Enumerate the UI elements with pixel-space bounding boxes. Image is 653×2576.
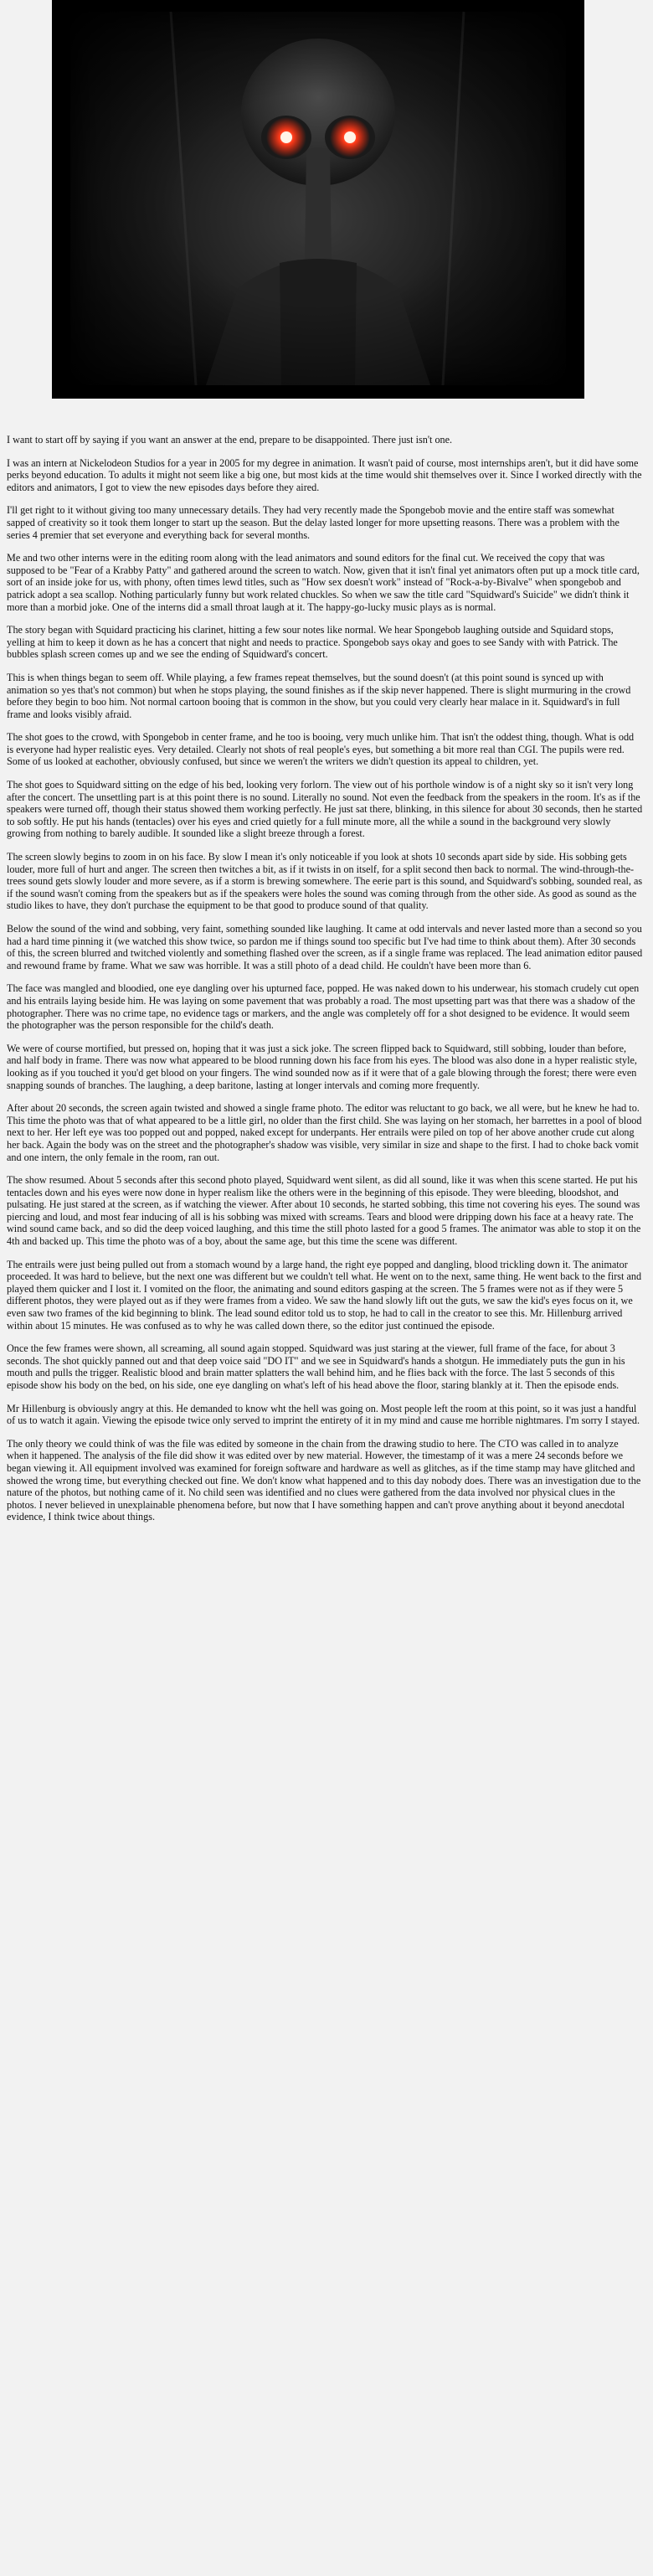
paragraph: The face was mangled and bloodied, one eye dangling over his upturned face, popped. He was naked down to his underwear, his stomach crudely cut open and his entrails laying beside him. He was laying on some pavement that was probably a road. The most upsetting part was that there was a shadow of the photographer. There was no crime tape, no evidence tags or markers, and the angle was completely off for a shot designed to be evidence. It would seem the photographer was the person responsible for the child's death. (7, 982, 640, 1032)
hero-image (52, 0, 584, 399)
hero-vignette (70, 12, 566, 385)
paragraph: The show resumed. About 5 seconds after this second photo played, Squidward went silent, as did all sound, like it was when this scene started. He put his tentacles down and his eyes were now done in hyper realism like the others were in the beginning of this episode. They were bleeding, bloodshot, and pulsating. He just stared at the screen, as if watching the viewer. After about 10 seconds, he started sobbing, this time not covering his eyes. The sound was piercing and loud, and most fear inducing of all is his sobbing was mixed with screams. Tears and blood were dripping down his face at a heavy rate. The wind sound came back, and so did the deep voiced laughing, and this time the still photo lasted for a good 5 frames. The animator was able to stop it on the 4th and backed up. This time the photo was of a boy, about the same age, but this time the scene was different. (7, 1174, 641, 1248)
paragraph: Mr Hillenburg is obviously angry at this. He demanded to know wht the hell was going on. Most people left the room at this point, so it was just a handful of us to watch it again. Viewing the episode twice only served to imprint the entirety of it in my mind and cause me horrible nightmares. I'm sorry I stayed. (7, 1402, 640, 1427)
paragraph: I'll get right to it without giving too many unnecessary details. They had very recently made the Spongebob movie and the entire staff was somewhat sapped of creativity so it took them longer to start up the season. But the delay lasted longer for more upsetting reasons. There was a problem with the series 4 premier that set everyone and everything back for several months. (7, 504, 620, 541)
paragraph: I want to start off by saying if you want an answer at the end, prepare to be disappointed. There just isn't one. (7, 434, 453, 446)
paragraph: After about 20 seconds, the screen again twisted and showed a single frame photo. The editor was reluctant to go back, we all were, but he knew he had to. This time the photo was that of what appeared to be a little girl, no older than the first child. She was laying on her stomach, her barrettes in a pool of blood next to her. Her left eye was too popped out and popped, naked except for underpants. Her entrails were piled on top of her above another crude cut along her back. Again the body was on the street and the photographer's shadow was visible, very similar in size and shape to the first. I had to choke back vomit and one intern, the only female in the room, ran out. (7, 1102, 642, 1163)
paragraph: The only theory we could think of was the file was edited by someone in the chain from the drawing studio to here. The CTO was called in to analyze when it happened. The analysis of the file did show it was edited over by new material. However, the timestamp of it was a mere 24 seconds before we began viewing it. All equipment involved was examined for foreign software and hardware as well as glitches, as if the time stamp may have glitched and showed the wrong time, but everything checked out fine. We don't know what happened and to this day nobody does. There was an investigation due to the nature of the photos, but nothing came of it. No child seen was identified and no clues were gathered from the data involved nor physical clues in the photos. I never believed in unexplainable phenomena before, but now that I have something happen and can't prove anything about it beyond anecdotal evidence, I think twice about things. (7, 1437, 641, 1523)
paragraph: Below the sound of the wind and sobbing, very faint, something sounded like laughing. It came at odd intervals and never lasted more than a second so you had a hard time pinning it (we watched this show twice, so pardon me if things sound too specific but I've had time to think about them). After 30 seconds of this, the screen blurred and twitched violently and something flashed over the screen, as if a single frame was replaced. The lead animation editor paused and rewound frame by frame. What we saw was horrible. It was a still photo of a dead child. He couldn't have been more than 6. (7, 923, 643, 971)
paragraph: The screen slowly begins to zoom in on his face. By slow I mean it's only noticeable if you look at shots 10 seconds apart side by side. His sobbing gets louder, more full of hurt and anger. The screen then twitches a bit, as if it twists in on itself, for a split second then back to normal. The wind-through-the-trees sound gets slowly louder and more severe, as if a storm is brewing somewhere. The eerie part is this sound, and Squidward's sobbing, sounded real, as if the sound wasn't coming from the speakers but as if the speakers were holes the sound was coming through from the other side. As good as sound as the studio likes to have, they don't purchase the equipment to be that good to produce sound of that quality. (7, 851, 643, 912)
paragraph: Once the few frames were shown, all screaming, all sound again stopped. Squidward was just staring at the viewer, full frame of the face, for about 3 seconds. The shot quickly panned out and that deep voice said "DO IT" and we see in Squidward's hands a shotgun. He immediately puts the gun in his mouth and pulls the trigger. Realistic blood and brain matter splatters the wall behind him, and he flies back with the force. The last 5 seconds of this episode show his body on the bed, on his side, one eye dangling on what's left of his head above the floor, staring blankly at it. Then the episode ends. (7, 1342, 625, 1391)
paragraph: The shot goes to the crowd, with Spongebob in center frame, and he too is booing, very much unlike him. That isn't the oddest thing, though. What is odd is everyone had hyper realistic eyes. Very detailed. Clearly not shots of real people's eyes, but something a bit more real than CGI. The pupils were red. Some of us looked at eachother, obviously confused, but since we weren't the writers we didn't question its appeal to children, yet. (7, 731, 635, 768)
paragraph: This is when things began to seem off. While playing, a few frames repeat themselves, but the sound doesn't (at this point sound is synced up with animation so yes that's not common) but when he stops playing, the sound finishes as if the skip never happened. There is slight murmuring in the crowd before they begin to boo him. Not normal cartoon booing that is common in the show, but you could very clearly hear malace in it. Squidward's in full frame and looks visibly afraid. (7, 671, 631, 720)
paragraph: The shot goes to Squidward sitting on the edge of his bed, looking very forlorn. The view out of his porthole window is of a night sky so it isn't very long after the concert. The unsettling part is at this point there is no sound. Literally no sound. Not even the feedback from the speakers in the room. It's as if the speakers were turned off, though their status showed them working perfectly. He just sat there, blinking, in this silence for about 30 seconds, then he started to sob softly. He put his hands (tentacles) over his eyes and cried quietly for a full minute more, all the while a sound in the background very slowly growing from nothing to barely audible. It sounded like a slight breeze through a forest. (7, 779, 643, 840)
hero-frame (70, 12, 566, 385)
paragraph: We were of course mortified, but pressed on, hoping that it was just a sick joke. The screen flipped back to Squidward, still sobbing, louder than before, and half body in frame. There was now what appeared to be blood running down his face from his eyes. The blood was also done in a hyper realistic style, looking as if you touched it you'd get blood on your fingers. The wind sounded now as if it were that of a gale blowing through the forest; there were even snapping sounds of branches. The laughing, a deep baritone, lasting at longer intervals and coming more frequently. (7, 1042, 637, 1091)
story-text (7, 434, 643, 1534)
paragraph: The entrails were just being pulled out from a stomach wound by a large hand, the right eye popped and dangling, blood trickling down it. The animator proceeded. It was hard to believe, but the next one was different but we couldn't tell what. He went on to the next, same thing. He went back to the first and played them quicker and I lost it. I vomited on the floor, the animating and sound editors gasping at the screen. The 5 frames were not as if they were 5 different photos, they were played out as if they were frames from a video. We saw the hand slowly lift out the guts, we saw the kid's eyes focus on it, we even saw two frames of the kid beginning to blink. The lead sound editor told us to stop, he had to call in the creator to see this. Mr. Hillenburg arrived within about 15 minutes. He was confused as to why he was called down there, so the editor just continued the episode. (7, 1258, 642, 1332)
paragraph: Me and two other interns were in the editing room along with the lead animators and sound editors for the final cut. We received the copy that was supposed to be "Fear of a Krabby Patty" and gathered around the screen to watch. Now, given that it isn't final yet animators often put up a mock title card, sort of an inside joke for us, with phony, often times lewd titles, such as "How sex doesn't work" instead of "Rock-a-by-Bivalve" when spongebob and patrick adopt a sea scallop. Nothing particularly funny but work related chuckles. So when we saw the title card "Squidward's Suicide" we didn't think it more than a morbid joke. One of the interns did a small throat laugh at it. The happy-go-lucky music plays as is normal. (7, 552, 640, 613)
paragraph: I was an intern at Nickelodeon Studios for a year in 2005 for my degree in animation. It wasn't paid of course, most internships aren't, but it did have some perks beyond education. To adults it might not seem like a big one, but most kids at the time would shit themselves over it. Since I worked directly with the editors and animators, I got to view the new episodes days before they aired. (7, 456, 642, 493)
paragraph: The story began with Squidard practicing his clarinet, hitting a few sour notes like normal. We hear Spongebob laughing outside and Squidard stops, yelling at him to keep it down as he has a concert that night and needs to practice. Spongebob says okay and goes to see Sandy with with Patrick. The bubbles splash screen comes up and we see the ending of Squidward's concert. (7, 624, 618, 661)
